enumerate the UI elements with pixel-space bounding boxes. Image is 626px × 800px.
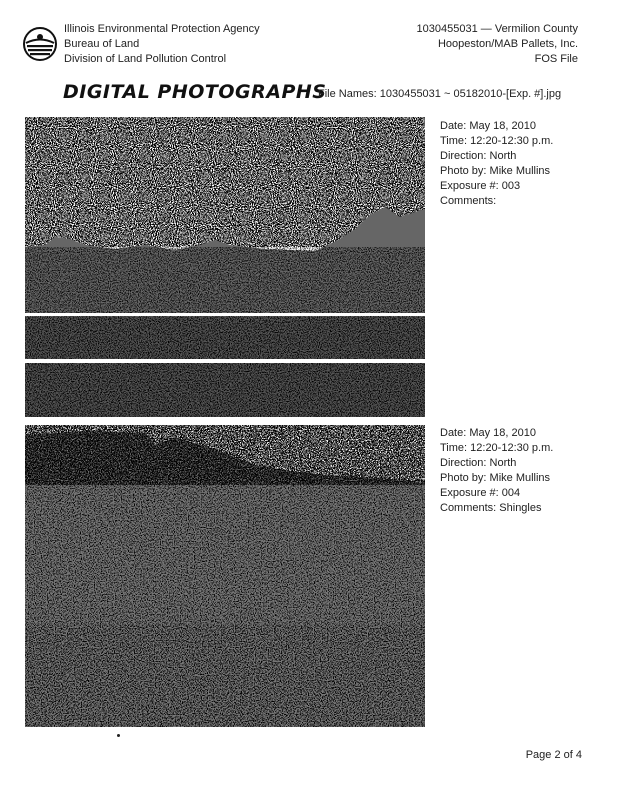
bureau-name: Bureau of Land — [64, 38, 140, 50]
photo-photographer: Photo by: Mike Mullins — [440, 472, 551, 484]
site-block — [417, 22, 578, 67]
division-name: Division of Land Pollution Control — [64, 53, 227, 65]
photo-comments: Comments: Shingles — [440, 502, 542, 514]
photo-direction: Direction: North — [440, 457, 517, 469]
file-names: File Names: 1030455031 ~ 05182010-[Exp. #].jpg — [318, 88, 562, 100]
file-type: FOS File — [534, 53, 578, 65]
photo-date: Date: May 18, 2010 — [440, 120, 537, 132]
photo-exposure: Exposure #: 004 — [440, 487, 521, 499]
photo-time: Time: 12:20-12:30 p.m. — [440, 135, 554, 147]
page-number: Page 2 of 4 — [525, 749, 582, 761]
site-id-county: 1030455031 — Vermilion County — [416, 23, 578, 35]
photo-info-004 — [440, 426, 553, 516]
photo-exposure: Exposure #: 003 — [440, 180, 521, 192]
agency-name: Illinois Environmental Protection Agency — [64, 23, 260, 35]
scan-speck — [117, 734, 120, 737]
page-title: DIGITAL PHOTOGRAPHS — [63, 81, 327, 103]
photo-direction: Direction: North — [440, 150, 517, 162]
photo-photographer: Photo by: Mike Mullins — [440, 165, 551, 177]
photo-exposure-004 — [25, 425, 425, 727]
photo-comments: Comments: — [440, 195, 497, 207]
site-name: Hoopeston/MAB Pallets, Inc. — [437, 38, 578, 50]
photo-exposure-003 — [25, 117, 425, 417]
photo-date: Date: May 18, 2010 — [440, 427, 537, 439]
agency-block — [64, 22, 260, 67]
photo-time: Time: 12:20-12:30 p.m. — [440, 442, 554, 454]
iepa-logo — [22, 26, 58, 62]
photo-info-003 — [440, 119, 553, 209]
